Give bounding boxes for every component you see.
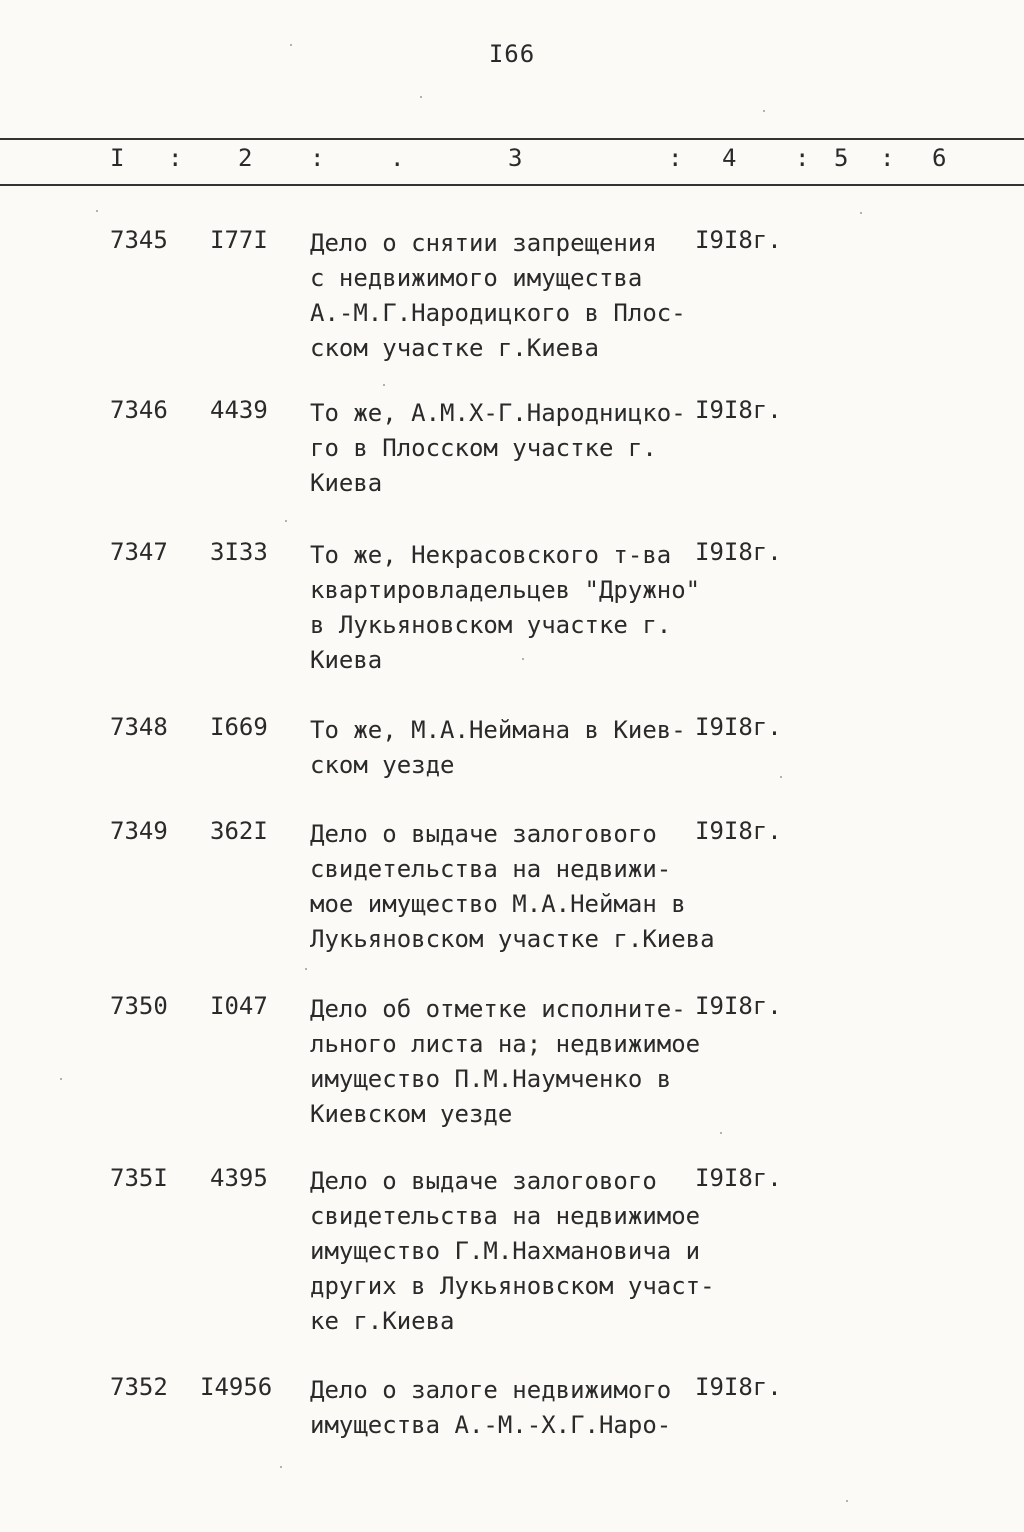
entry-year: I9I8г. [695, 817, 782, 845]
page-number: I66 [488, 40, 536, 68]
description-line: Киева [310, 646, 383, 674]
description-line: То же, Некрасовского т-ва [310, 541, 672, 569]
entry-code: I669 [210, 713, 268, 741]
scan-speck [280, 1466, 282, 1468]
entry-number: 7346 [110, 396, 168, 424]
description-line: свидетельства на недвижи- [310, 855, 672, 883]
entry-number: 7350 [110, 992, 168, 1020]
entry-code: 4395 [210, 1164, 268, 1192]
entry-code: 362I [210, 817, 268, 845]
header-mark: . [390, 144, 405, 172]
description-line: квартировладельцев "Дружно" [310, 576, 701, 604]
entry-year: I9I8г. [695, 992, 782, 1020]
header-separator: : [668, 144, 683, 172]
entry-number: 7348 [110, 713, 168, 741]
header-top-rule [0, 138, 1024, 140]
description-line: Киевском уезде [310, 1100, 513, 1128]
entry-description [310, 396, 700, 501]
entry-year: I9I8г. [695, 226, 782, 254]
scan-speck [290, 44, 292, 46]
entry-number: 7347 [110, 538, 168, 566]
header-separator: : [310, 144, 325, 172]
scan-speck [720, 1132, 722, 1134]
description-line: Киева [310, 469, 383, 497]
header-col-4: 4 [722, 144, 737, 172]
entry-description [310, 817, 715, 957]
description-line: Дело о выдаче залогового [310, 820, 657, 848]
entry-description [310, 1164, 715, 1339]
entry-code: 4439 [210, 396, 268, 424]
entry-description [310, 226, 700, 366]
header-col-6: 6 [932, 144, 947, 172]
description-line: То же, А.М.Х-Г.Народницко- [310, 399, 686, 427]
description-line: других в Лукьяновском участ- [310, 1272, 715, 1300]
scan-speck [96, 210, 98, 212]
entry-year: I9I8г. [695, 1164, 782, 1192]
description-line: Дело о залоге недвижимого [310, 1376, 672, 1404]
entry-year: I9I8г. [695, 538, 782, 566]
entry-description [310, 992, 700, 1132]
scan-speck [860, 212, 862, 214]
description-line: с недвижимого имущества [310, 264, 643, 292]
header-separator: : [168, 144, 183, 172]
entry-year: I9I8г. [695, 1373, 782, 1401]
description-line: Лукьяновском участке г.Киева [310, 925, 715, 953]
scan-speck [383, 384, 385, 386]
scan-speck [846, 1500, 848, 1502]
entry-code: I4956 [200, 1373, 273, 1401]
description-line: имущество П.М.Наумченко в [310, 1065, 672, 1093]
header-bottom-rule [0, 184, 1024, 186]
entry-code: 3I33 [210, 538, 268, 566]
description-line: ском участке г.Киева [310, 334, 599, 362]
entry-code: I77I [210, 226, 268, 254]
header-separator: : [795, 144, 810, 172]
description-line: А.-М.Г.Народицкого в Плос- [310, 299, 686, 327]
header-col-1: I [110, 144, 125, 172]
entry-year: I9I8г. [695, 713, 782, 741]
header-col-3: 3 [508, 144, 523, 172]
description-line: в Лукьяновском участке г. [310, 611, 672, 639]
scan-speck [305, 968, 307, 970]
entry-description [310, 713, 700, 783]
scan-speck [285, 520, 287, 522]
entry-number: 7345 [110, 226, 168, 254]
entry-year: I9I8г. [695, 396, 782, 424]
header-col-2: 2 [238, 144, 253, 172]
description-line: свидетельства на недвижимое [310, 1202, 701, 1230]
description-line: То же, М.А.Неймана в Киев- [310, 716, 686, 744]
description-line: го в Плосском участке г. [310, 434, 657, 462]
description-line: Дело о выдаче залогового [310, 1167, 657, 1195]
description-line: Дело об отметке исполните- [310, 995, 686, 1023]
entry-description [310, 538, 700, 678]
description-line: ском уезде [310, 751, 455, 779]
scan-speck [763, 110, 765, 112]
description-line: имущество Г.М.Нахмановича и [310, 1237, 701, 1265]
header-separator: : [880, 144, 895, 172]
description-line: ке г.Киева [310, 1307, 455, 1335]
header-col-5: 5 [834, 144, 849, 172]
scan-speck [60, 1078, 62, 1080]
description-line: Дело о снятии запрещения [310, 229, 657, 257]
entry-code: I047 [210, 992, 268, 1020]
entry-number: 7352 [110, 1373, 168, 1401]
scan-speck [780, 776, 782, 778]
scan-speck [522, 658, 524, 660]
description-line: мое имущество М.А.Нейман в [310, 890, 686, 918]
entry-number: 7349 [110, 817, 168, 845]
description-line: льного листа на; недвижимое [310, 1030, 701, 1058]
scan-speck [420, 96, 422, 98]
description-line: имущества А.-М.-Х.Г.Наро- [310, 1411, 672, 1439]
entry-number: 735I [110, 1164, 168, 1192]
entry-description [310, 1373, 700, 1443]
